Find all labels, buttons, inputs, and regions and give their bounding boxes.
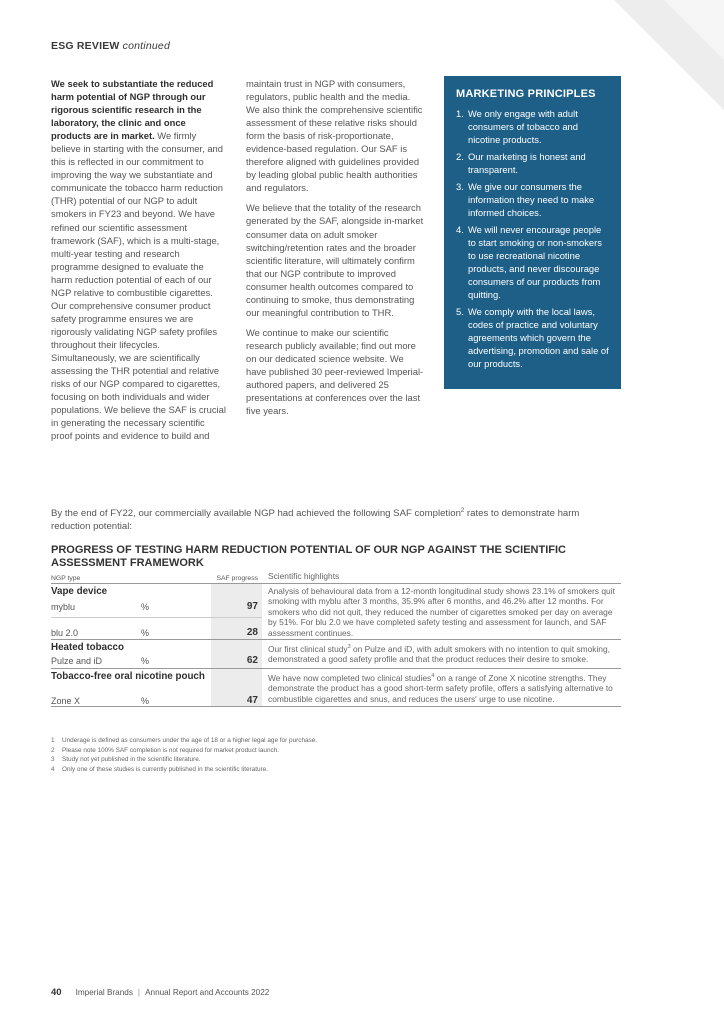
principle-number: 4. — [456, 224, 464, 235]
group-name: Heated tobacco — [51, 639, 211, 655]
principle-text: We only engage with adult consumers of tobacco and nicotine products. — [468, 108, 578, 145]
intro-text: By the end of FY22, our commercially available NGP had achieved the following SAF completion — [51, 508, 461, 520]
product-name: Pulze and iD — [51, 655, 103, 666]
product-name: blu 2.0 — [51, 617, 141, 639]
progress-value: 97 — [211, 601, 262, 617]
percent-sign: % — [141, 617, 211, 639]
progress-value: 28 — [211, 617, 262, 639]
col2-paragraph-3: We continue to make our scientific research publicly available; find out more on our dedicated science website. We have published 30 peer-reviewed Imperial-authored papers, and delivered 25 presentations at conferences over the last five years. — [246, 326, 424, 417]
footer-company: Imperial Brands — [75, 988, 133, 997]
footnote-text: Underage is defined as consumers under the age of 18 or a higher legal age for purchase. — [62, 737, 318, 744]
principle-item — [456, 180, 611, 219]
highlights-cell — [262, 639, 621, 668]
principle-text: We comply with the local laws, codes of practice and voluntary agreements which govern the advertising, promotion and sale of our products. — [468, 306, 609, 369]
table-header-row — [51, 571, 621, 583]
footnote — [51, 755, 317, 765]
progress-cell — [211, 583, 262, 601]
col-header-progress: SAF progress — [211, 571, 262, 583]
footnote-ref: 4 — [431, 672, 435, 679]
progress-value: 47 — [211, 689, 262, 707]
section-header — [51, 40, 170, 52]
footnote-number: 1 — [51, 737, 55, 744]
col1-body: We firmly believe in starting with the consumer, and this is reflected in our commitment to improving the way we substantiate and communicate the tobacco harm reduction (THR) potential of our NGP to adult smokers in FY23 and beyond. We have refined our scientific assessment framework (SAF), which is a multi-stage, multi-year testing and research programme designed to evaluate the harm reduction potential of each of our NGP relative to combustible cigarettes. Our comprehensive consumer product safety programme ensures we are rigorously validating NGP safety profiles throughout their lifecycles. Simultaneously, we are scientifically assessing the THR potential and relative risks of our NGP compared to cigarettes, focusing on both individuals and wider populations. We believe the SAF is crucial in generating the necessary scientific proof points and evidence to build and — [51, 130, 226, 442]
section-title: ESG REVIEW — [51, 40, 120, 52]
col-header-type: NGP type — [51, 571, 141, 583]
marketing-principles-list — [456, 107, 611, 370]
highlight-text-end: on a range of Zone X nicotine strengths. They demonstrate the product has a good short-term safety profile, offers a satisfying alternative to combustible cigarettes and snus, and reduces the users' urge to use nicotine. — [268, 672, 613, 704]
table-row — [51, 583, 621, 601]
principle-text: We give our consumers the information they need to make informed choices. — [468, 181, 595, 218]
col2-paragraph-1: maintain trust in NGP with consumers, regulators, public health and the media. We also think the comprehensive scientific assessment of these relative risks should form the basis of risk-proportionate, evidence-based regulation. Our SAF is therefore aligned with guidelines provided by leading global public health authorities and regulators. — [246, 78, 423, 194]
body-column-2 — [246, 77, 426, 424]
page-number: 40 — [51, 987, 62, 998]
footnotes — [51, 736, 317, 774]
product-name: Zone X — [51, 689, 141, 707]
page-footer — [51, 987, 269, 998]
lead-statement: We seek to substantiate the reduced harm potential of NGP through our rigorous scientific research in the laboratory, the clinic and once products are in market. — [51, 78, 214, 142]
principle-number: 2. — [456, 151, 464, 162]
table-title: PROGRESS OF TESTING HARM REDUCTION POTENTIAL OF OUR NGP AGAINST THE SCIENTIFIC ASSESSMENT FRAMEWORK — [51, 544, 566, 569]
footnote — [51, 736, 317, 746]
footnote — [51, 765, 317, 775]
group-name: Vape device — [51, 583, 211, 601]
progress-cell — [211, 639, 262, 655]
table-intro — [51, 505, 621, 533]
section-continued: continued — [122, 40, 170, 52]
highlight-text: Our first clinical study — [268, 643, 348, 654]
highlight-text-end: on Pulze and iD, with adult smokers with no intention to quit smoking, demonstrated a good safety profile and that the product reduces their desire to smoke. — [268, 643, 610, 664]
progress-value: 62 — [211, 655, 262, 668]
principle-item — [456, 150, 611, 176]
highlight-text: We have now completed two clinical studies — [268, 672, 432, 683]
intro-text-end: rates to demonstrate harm reduction potential: — [51, 508, 580, 533]
progress-cell — [211, 668, 262, 689]
footer-document: Annual Report and Accounts 2022 — [145, 988, 270, 997]
table-row — [51, 668, 621, 689]
footnote-text: Study not yet published in the scientific literature. — [62, 756, 201, 764]
marketing-principles-box — [444, 76, 621, 389]
footer-divider: | — [137, 988, 141, 997]
principle-text: Our marketing is honest and transparent. — [468, 151, 586, 175]
highlights-cell: Analysis of behavioural data from a 12-month longitudinal study shows 23.1% of smokers quit smoking with myblu after 3 months, 35.9% after 6 months, and 46.2% after 12 months. For smokers who did not quit, they reduced the number of cigarettes smoked per day on average by 51%. For blu 2.0 we have completed safety testing and assessment for launch, and SAF assessment continues. — [262, 583, 621, 639]
percent-sign: % — [141, 655, 150, 666]
footnote-text: Please note 100% SAF completion is not required for market product launch. — [62, 746, 280, 754]
table-row — [51, 639, 621, 655]
footnote-number: 2 — [51, 746, 55, 754]
marketing-principles-title: MARKETING PRINCIPLES — [456, 88, 596, 100]
footnote-ref: 2 — [460, 508, 465, 514]
saf-progress-table — [51, 571, 621, 707]
corner-decoration-inner — [664, 0, 724, 60]
principle-item — [456, 305, 611, 370]
col2-paragraph-2: We believe that the totality of the research generated by the SAF, alongside in-market consumer data on adult smoker switching/retention rates and the broader scientific literature, will ultimately confirm that our NGP contribute to improved consumer health outcomes compared to continuing to smoke, thus demonstrating our meaningful contribution to THR. — [246, 202, 424, 318]
percent-sign: % — [141, 689, 211, 707]
footnote-text: Only one of these studies is currently published in the scientific literature. — [62, 765, 269, 773]
principle-item — [456, 107, 611, 146]
footnote-number: 3 — [51, 756, 55, 764]
product-name: myblu — [51, 602, 76, 613]
col-header-highlights: Scientific highlights — [262, 571, 621, 583]
body-column-1 — [51, 77, 227, 449]
col-header-blank — [141, 571, 211, 583]
footnote-number: 4 — [51, 765, 55, 773]
percent-sign: % — [141, 602, 150, 613]
principle-item — [456, 223, 611, 301]
principle-number: 3. — [456, 181, 464, 192]
footnote-ref: 3 — [347, 643, 351, 650]
principle-number: 1. — [456, 108, 464, 119]
highlights-cell — [262, 668, 621, 707]
principle-number: 5. — [456, 306, 464, 317]
principle-text: We will never encourage people to start smoking or non-smokers to use recreational nicotine products, and never discourage consumers of our products from quitting. — [468, 224, 602, 300]
footnote — [51, 746, 317, 756]
group-name: Tobacco-free oral nicotine pouch — [51, 668, 211, 689]
